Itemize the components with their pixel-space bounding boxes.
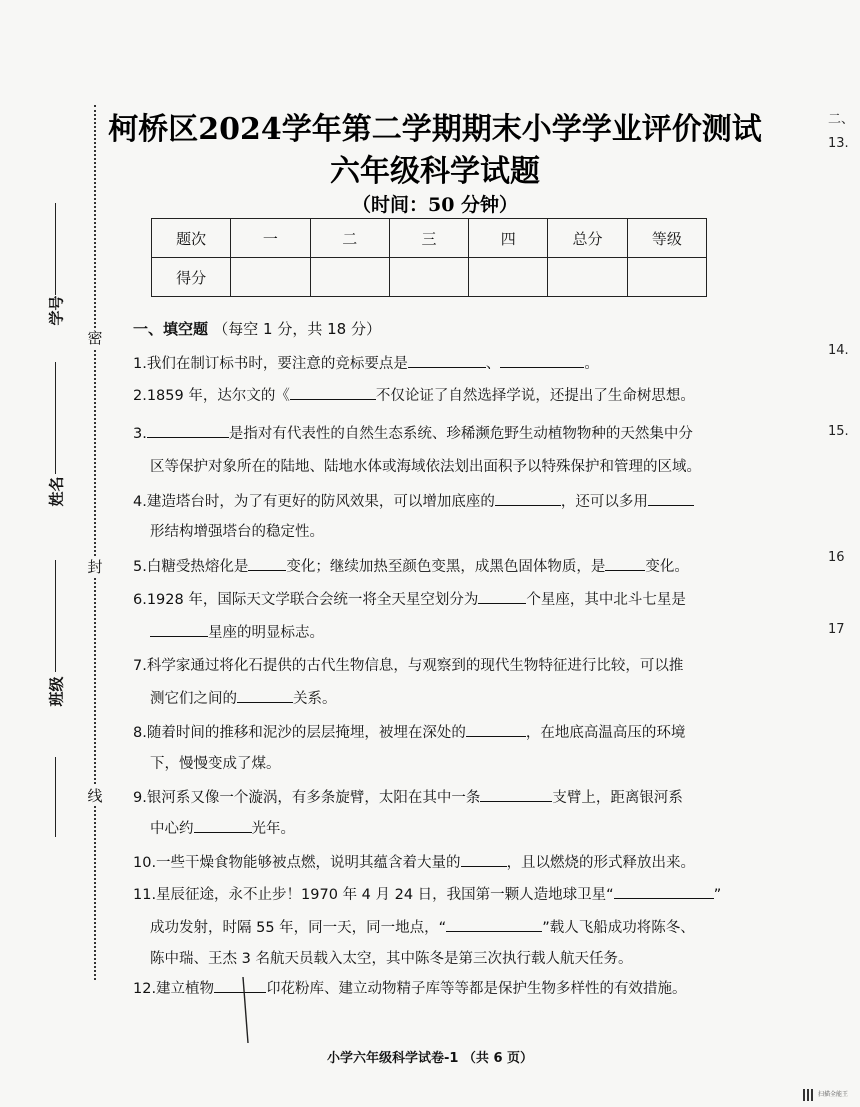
q4-blank-1[interactable]	[495, 491, 561, 506]
class-line[interactable]	[55, 560, 56, 672]
score-col-total: 总分	[548, 219, 627, 258]
q11-text-4: ”载人飞船成功将陈冬、	[542, 920, 695, 936]
q2-text-2: 不仅论证了自然选择学说，还提出了生命树思想。	[375, 388, 695, 404]
name-line[interactable]	[55, 362, 56, 474]
score-table-header-row	[152, 219, 707, 258]
right-edge-q16: 16	[828, 550, 845, 565]
binding-dotted-line	[94, 105, 96, 980]
q10-text: 10.一些干燥食物能够被点燃，说明其蕴含着大量的	[133, 855, 461, 871]
question-11-cont	[150, 917, 750, 938]
question-7-cont	[150, 688, 750, 709]
scanner-qr-icon	[803, 1089, 815, 1101]
q7-text-3: 关系。	[293, 691, 337, 707]
exam-title: 柯桥区2024学年第二学期期末小学学业评价测试	[108, 112, 762, 147]
q4-text-2: ，还可以多用	[560, 494, 648, 510]
score-col-grade: 等级	[627, 219, 706, 258]
seal-char-mi: 密	[85, 328, 105, 348]
name-label: 姓名	[47, 476, 66, 507]
question-9	[133, 787, 733, 808]
student-id-label: 学号	[47, 295, 66, 326]
question-9-cont	[150, 818, 750, 839]
q5-blank-1[interactable]	[248, 556, 286, 571]
q5-blank-2[interactable]	[605, 556, 645, 571]
q6-text-2: 个星座，其中北斗七星是	[526, 592, 686, 608]
section-heading	[133, 318, 381, 339]
score-cell[interactable]	[389, 258, 468, 297]
question-8	[133, 722, 733, 743]
question-3	[133, 423, 733, 444]
seal-char-feng: 封	[85, 557, 105, 577]
q6-text-3: 星座的明显标志。	[208, 625, 324, 641]
q5-text: 5.白糖受热熔化是	[133, 559, 249, 575]
score-cell[interactable]	[310, 258, 389, 297]
section-title: 一、填空题	[133, 320, 209, 338]
q9-text-3: 中心约	[150, 821, 194, 837]
score-cell[interactable]	[469, 258, 548, 297]
q1-text: 1.我们在制订标书时，要注意的竞标要点是	[133, 356, 408, 372]
question-4	[133, 491, 733, 512]
q9-text-4: 光年。	[251, 821, 295, 837]
q12-text: 12.建立植物	[133, 981, 215, 997]
q1-blank-2[interactable]	[500, 353, 584, 368]
q4-blank-2[interactable]	[648, 491, 694, 506]
score-table-score-row	[152, 258, 707, 297]
q11-blank-2[interactable]	[446, 917, 542, 932]
q9-blank-2[interactable]	[194, 818, 252, 833]
q6-text: 6.1928 年，国际天文学联合会统一将全天星空划分为	[133, 592, 479, 608]
question-12	[133, 978, 733, 999]
q9-text-2: 支臂上，距离银河系	[552, 790, 683, 806]
score-col-1: 一	[231, 219, 310, 258]
score-col-2: 二	[310, 219, 389, 258]
q11-text-3: 成功发射，时隔 55 年，同一天，同一地点，“	[150, 920, 447, 936]
score-col-4: 四	[469, 219, 548, 258]
question-4-cont: 形结构增强塔台的稳定性。	[150, 524, 324, 540]
q2-blank-1[interactable]	[290, 385, 376, 400]
extra-line	[55, 757, 56, 837]
right-edge-q15: 15.	[828, 424, 849, 439]
q3-text-2: 是指对有代表性的自然生态系统、珍稀濒危野生动植物物种的天然集中分	[228, 426, 693, 442]
score-row-label: 得分	[152, 258, 231, 297]
q8-blank-1[interactable]	[466, 722, 526, 737]
right-edge-section: 二、	[828, 112, 855, 127]
seal-char-xian: 线	[85, 786, 105, 806]
q7-blank-1[interactable]	[237, 688, 293, 703]
exam-subtitle: 六年级科学试题	[330, 154, 540, 189]
right-edge-q14: 14.	[828, 343, 849, 358]
q6-blank-2[interactable]	[150, 622, 208, 637]
question-6-cont	[150, 622, 750, 643]
q8-text-2: ，在地底高温高压的环境	[525, 725, 686, 741]
q8-text: 8.随着时间的推移和泥沙的层层掩埋，被埋在深处的	[133, 725, 466, 741]
question-3-cont: 区等保护对象所在的陆地、陆地水体或海域依法划出面积予以特殊保护和管理的区域。	[150, 459, 701, 475]
exam-time: （时间：50 分钟）	[351, 194, 519, 216]
q4-text: 4.建造塔台时，为了有更好的防风效果，可以增加底座的	[133, 494, 495, 510]
question-7: 7.科学家通过将化石提供的古代生物信息，与观察到的现代生物特征进行比较，可以推	[133, 658, 684, 674]
class-label: 班级	[47, 676, 66, 707]
q6-blank-1[interactable]	[478, 589, 526, 604]
score-cell[interactable]	[627, 258, 706, 297]
section-note: （每空 1 分，共 18 分）	[213, 320, 381, 338]
right-edge-q13: 13.	[828, 136, 849, 151]
score-col-3: 三	[389, 219, 468, 258]
right-edge-q17: 17	[828, 622, 845, 637]
question-11-cont-2: 陈中瑞、王杰 3 名航天员载入太空，其中陈冬是第三次执行载人航天任务。	[150, 951, 633, 967]
q9-blank-1[interactable]	[480, 787, 552, 802]
scanner-watermark: 扫描全能王	[818, 1091, 849, 1098]
question-1	[133, 353, 733, 374]
q1-text-3: 。	[584, 356, 599, 372]
q3-text: 3.	[133, 426, 147, 442]
question-5	[133, 556, 733, 577]
q10-blank-1[interactable]	[461, 852, 507, 867]
q11-blank-1[interactable]	[614, 884, 714, 899]
question-6	[133, 589, 733, 610]
q2-text: 2.1859 年，达尔文的《	[133, 388, 290, 404]
q10-text-2: ，且以燃烧的形式释放出来。	[506, 855, 696, 871]
q11-text: 11.星辰征途，永不止步！1970 年 4 月 24 日，我国第一颗人造地球卫星“	[133, 887, 614, 903]
student-id-line[interactable]	[55, 203, 56, 295]
score-table	[151, 218, 707, 297]
q12-text-2: 卬花粉库、建立动物精子库等等都是保护生物多样性的有效措施。	[266, 981, 687, 997]
q5-text-2: 变化；继续加热至颜色变黑，成黑色固体物质，是	[286, 559, 606, 575]
score-cell[interactable]	[231, 258, 310, 297]
pen-mark	[240, 975, 254, 1045]
q3-blank-1[interactable]	[147, 423, 229, 438]
page-footer: 小学六年级科学试卷-1 （共 6 页）	[326, 1051, 534, 1066]
q11-text-2: ”	[713, 887, 722, 903]
q5-text-3: 变化。	[645, 559, 689, 575]
score-cell[interactable]	[548, 258, 627, 297]
question-11	[133, 884, 733, 905]
question-8-cont: 下，慢慢变成了煤。	[150, 756, 281, 772]
question-10	[133, 852, 733, 873]
q1-text-2: 、	[485, 356, 501, 372]
score-col-label: 题次	[152, 219, 231, 258]
q9-text: 9.银河系又像一个漩涡，有多条旋臂，太阳在其中一条	[133, 790, 481, 806]
question-2	[133, 385, 733, 406]
q1-blank-1[interactable]	[408, 353, 486, 368]
q7-text-2: 测它们之间的	[150, 691, 237, 707]
